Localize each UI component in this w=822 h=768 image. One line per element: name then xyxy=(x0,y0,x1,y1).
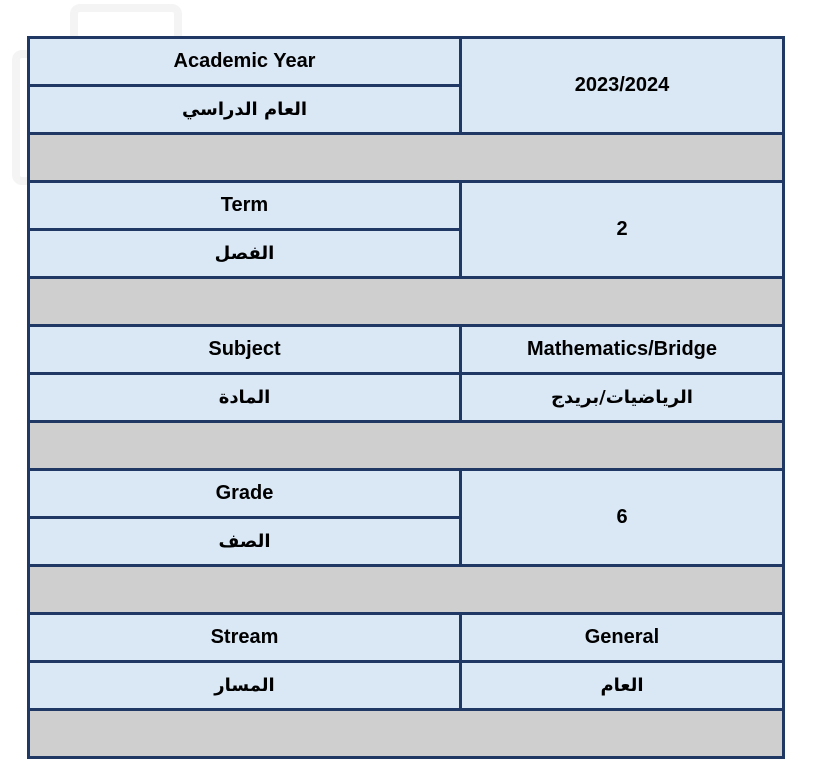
stream-value-ar: العام xyxy=(461,662,784,710)
term-value: 2 xyxy=(461,182,784,278)
spacer-cell xyxy=(29,134,784,182)
term-label-en: Term xyxy=(29,182,461,230)
spacer-row xyxy=(29,422,784,470)
table-row xyxy=(29,38,784,86)
spacer-cell xyxy=(29,710,784,758)
academic-year-label-en: Academic Year xyxy=(29,38,461,86)
subject-value-en: Mathematics/Bridge xyxy=(461,326,784,374)
academic-year-label-ar: العام الدراسي xyxy=(29,86,461,134)
table-row xyxy=(29,182,784,230)
table-row xyxy=(29,470,784,518)
spacer-cell xyxy=(29,566,784,614)
grade-label-ar: الصف xyxy=(29,518,461,566)
grade-value: 6 xyxy=(461,470,784,566)
subject-label-ar: المادة xyxy=(29,374,461,422)
spacer-cell xyxy=(29,278,784,326)
table-row xyxy=(29,374,784,422)
spacer-row xyxy=(29,278,784,326)
table-row xyxy=(29,614,784,662)
spacer-row xyxy=(29,566,784,614)
subject-value-ar: الرياضيات/بريدج xyxy=(461,374,784,422)
stream-label-en: Stream xyxy=(29,614,461,662)
spacer-cell xyxy=(29,422,784,470)
course-info-table xyxy=(27,36,785,759)
spacer-row xyxy=(29,134,784,182)
stream-label-ar: المسار xyxy=(29,662,461,710)
table-row xyxy=(29,662,784,710)
table-row xyxy=(29,326,784,374)
grade-label-en: Grade xyxy=(29,470,461,518)
spacer-row xyxy=(29,710,784,758)
subject-label-en: Subject xyxy=(29,326,461,374)
academic-year-value: 2023/2024 xyxy=(461,38,784,134)
term-label-ar: الفصل xyxy=(29,230,461,278)
stream-value-en: General xyxy=(461,614,784,662)
